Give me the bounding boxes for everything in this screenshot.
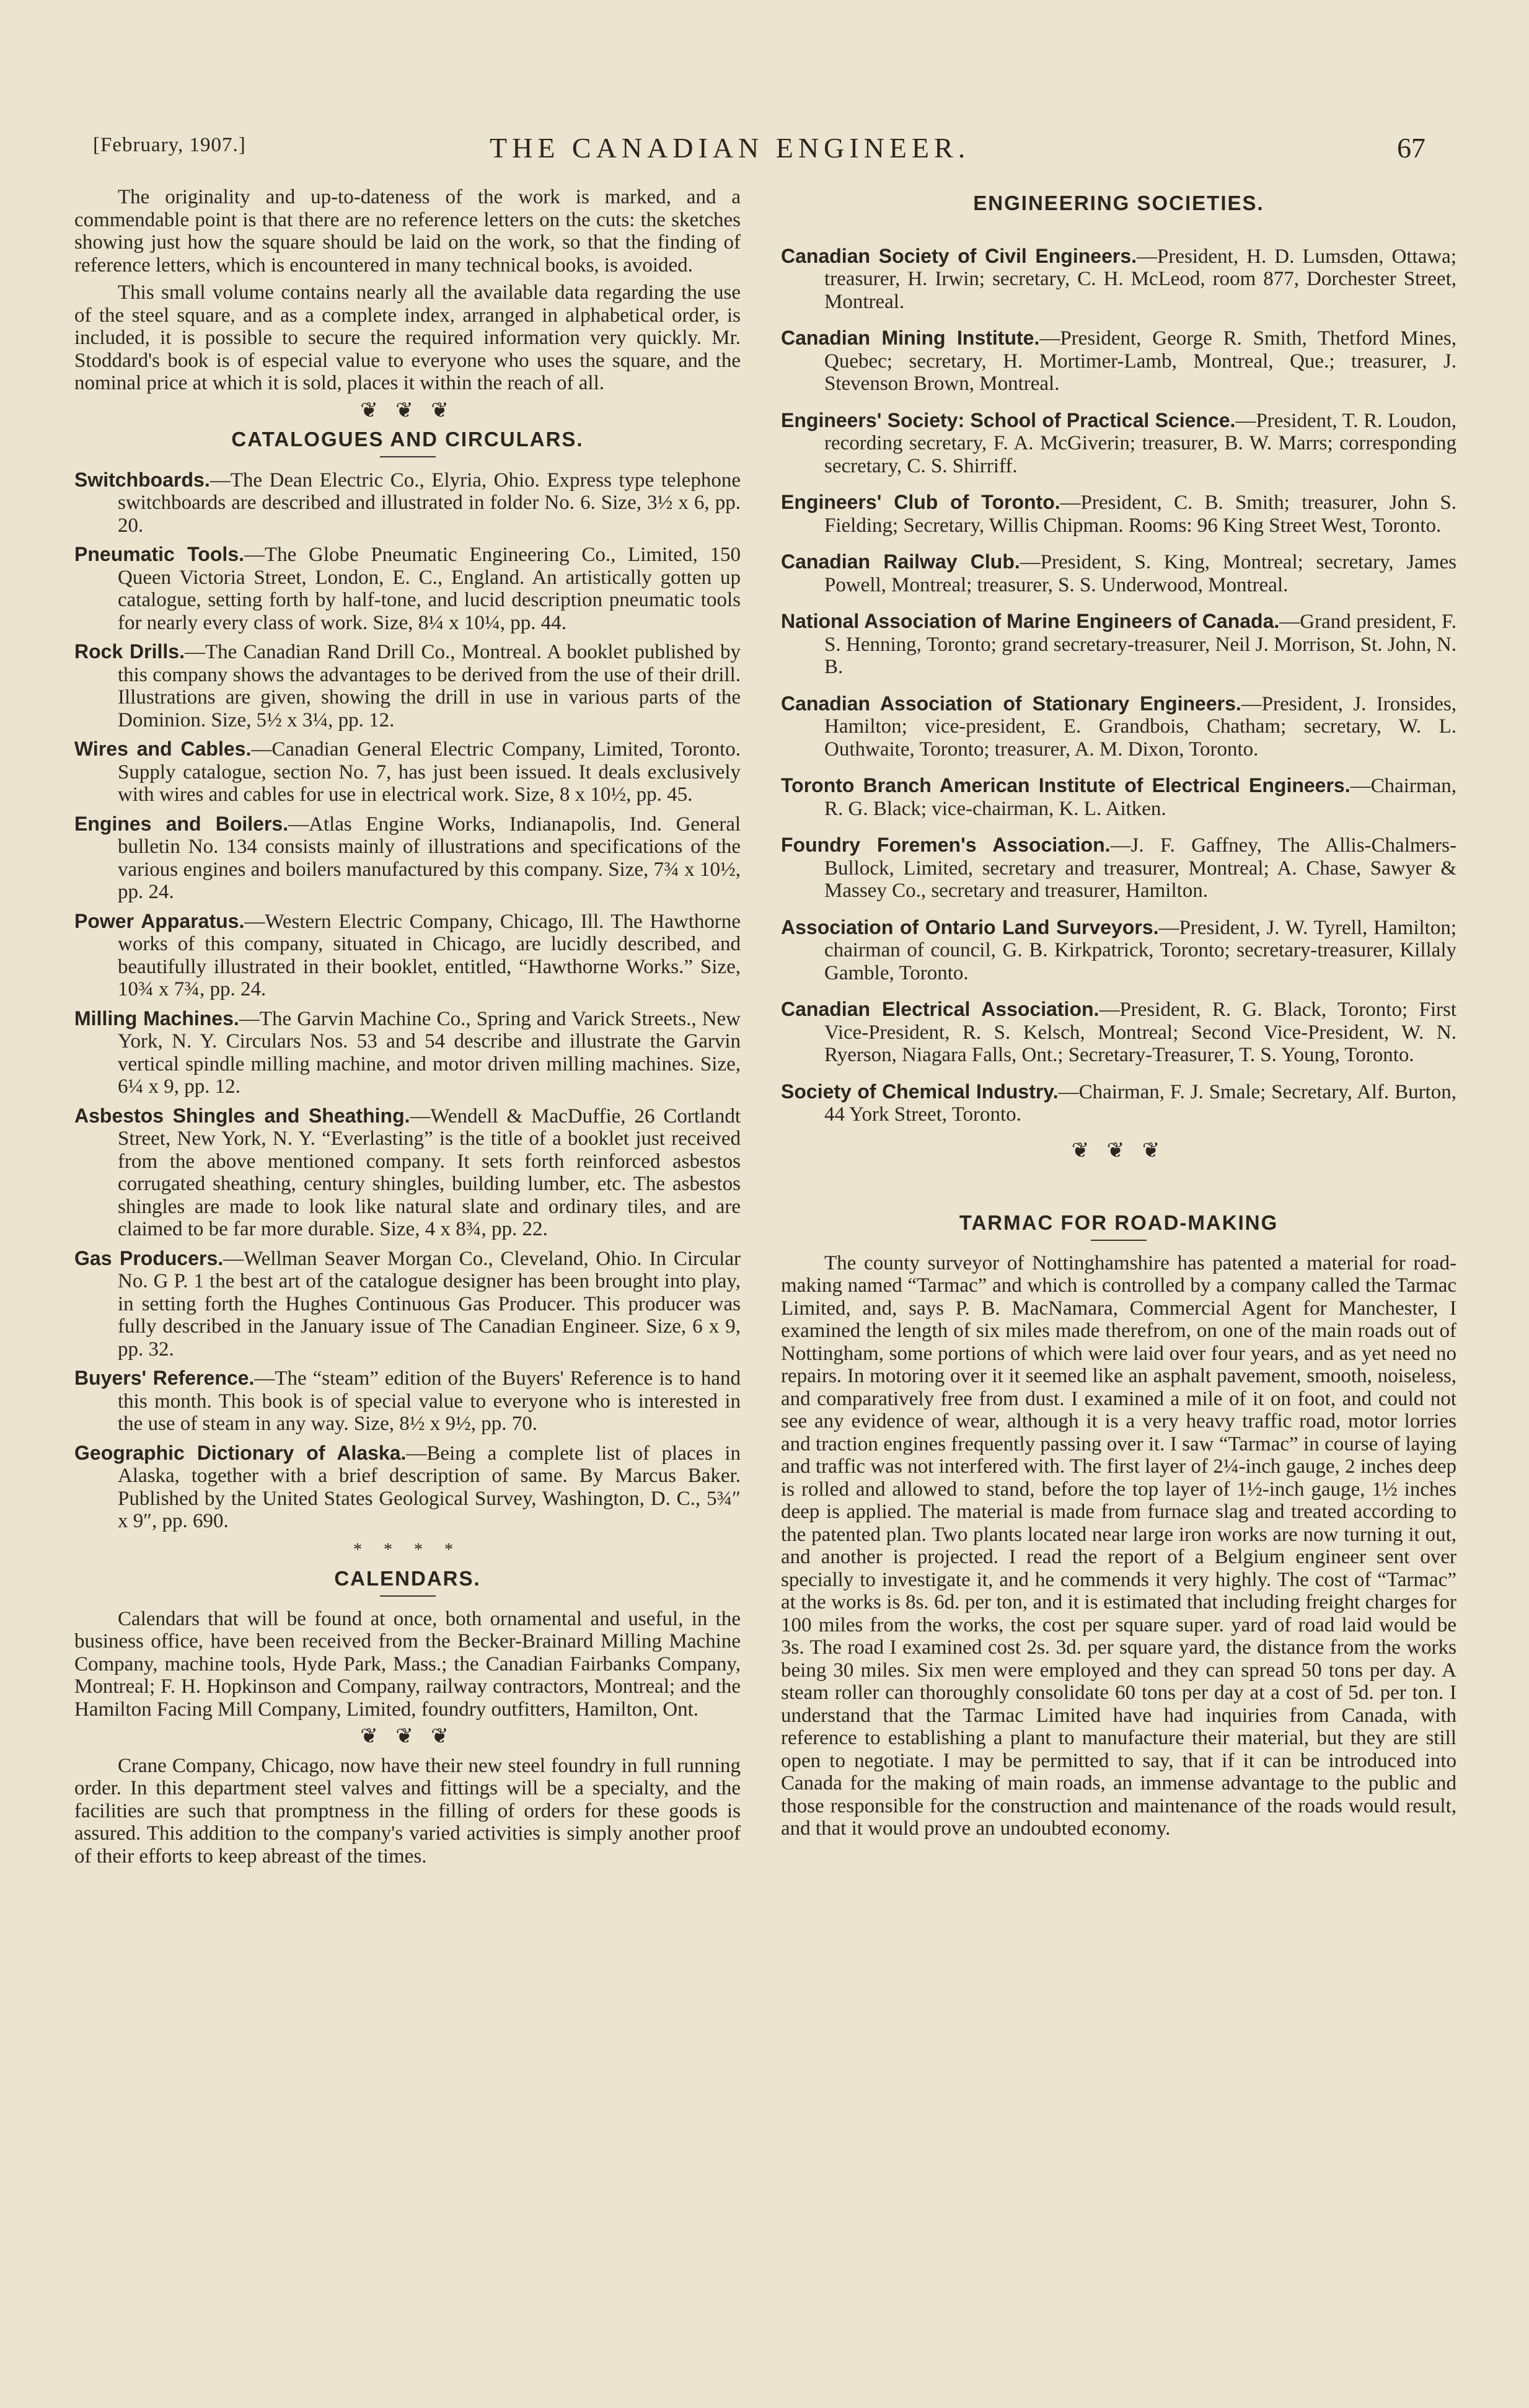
intro-paragraph: This small volume contains nearly all the available data regarding the use of the steel square, and as a complete index, arranged in alphabetical order, is included, it is possible to secure the required information very quickly. Mr. Stoddard's book is of especial value to everyone who uses the square, and the nominal price at which it is sold, places it within the reach of all. <box>74 281 741 394</box>
society-entry <box>781 916 1456 985</box>
entry-text: —President, R. G. Black, Toronto; First Vice-President, R. S. Kelsch, Montreal; Second Vice-President, W. N. Ryerson, Niagara Falls, Ont.; Secretary-Treasurer, T. S. Young, Toronto. <box>824 999 1456 1066</box>
catalogue-entry <box>74 1367 741 1436</box>
heading-rule <box>380 1595 436 1597</box>
entry-text: —President, J. W. Tyrell, Hamilton; chairman of council, G. B. Kirkpatrick, Toronto; secretary-treasurer, Killaly Gamble, Toronto. <box>824 916 1457 984</box>
entry-text: —Wellman Seaver Morgan Co., Cleveland, Ohio. In Circular No. G P. 1 the best art of the catalogue designer has been brought into play, in setting forth the Hughes Continuous Gas Producer. This producer was fully described in the January issue of The Canadian Engineer. Size, 6 x 9, pp. 32. <box>118 1247 741 1361</box>
catalogue-entry <box>74 1105 741 1241</box>
intro-paragraph: The originality and up-to-dateness of the work is marked, and a commendable point is that there are no reference letters on the cuts: the sketches showing just how the square should be laid on the work, so that the finding of reference letters, which is encountered in many technical books, is avoided. <box>74 186 741 276</box>
entry-text: —The Dean Electric Co., Elyria, Ohio. Express type telephone switchboards are described and illustrated in folder No. 6. Size, 3½ x 6, pp. 20. <box>118 469 741 537</box>
entry-title: Pneumatic Tools. <box>74 543 245 565</box>
society-entry <box>781 834 1456 902</box>
societies-heading: ENGINEERING SOCIETIES. <box>973 192 1264 214</box>
society-entry <box>781 409 1456 478</box>
ornament-divider: ❦ ❦ ❦ <box>360 399 455 422</box>
entry-title: Geographic Dictionary of Alaska. <box>74 1441 407 1464</box>
issue-date: [February, 1907.] <box>93 134 246 156</box>
entry-title: Society of Chemical Industry. <box>781 1080 1059 1103</box>
heading-rule <box>1091 1240 1147 1241</box>
catalogue-entry <box>74 813 741 904</box>
entry-title: Rock Drills. <box>74 640 185 663</box>
entry-text: —The Globe Pneumatic Engineering Co., Limited, 150 Queen Victoria Street, London, E. C., England. An artistically gotten up catalogue, setting forth by half-tone, and lucid description pneumatic tools for nearly every class of work. Size, 8¼ x 10¼, pp. 44. <box>118 544 741 634</box>
entry-text: —The “steam” edition of the Buyers' Reference is to hand this month. This book is of special value to everyone who is interested in the use of steam in any way. Size, 8½ x 9½, pp. 70. <box>118 1367 741 1435</box>
calendars-paragraph: Calendars that will be found at once, both ornamental and useful, in the business office, have been received from the Becker-Brainard Milling Machine Company, machine tools, Hyde Park, Mass.; the Canadian Fairbanks Company, Montreal; F. H. Hopkinson and Company, railway contractors, Montreal; and the Hamilton Facing Mill Company, Limited, foundry outfitters, Hamilton, Ont. <box>74 1607 741 1721</box>
entry-title: Asbestos Shingles and Sheathing. <box>74 1104 410 1127</box>
heading-rule <box>380 456 436 457</box>
catalogue-entry <box>74 738 741 806</box>
entry-text: —President, S. King, Montreal; secretary, James Powell, Montreal; treasurer, S. S. Underwood, Montreal. <box>824 551 1456 596</box>
entry-text: —Chairman, R. G. Black; vice-chairman, K. L. Aitken. <box>824 775 1456 820</box>
society-entry <box>781 774 1456 820</box>
entry-title: Buyers' Reference. <box>74 1367 255 1389</box>
society-entry <box>781 692 1456 761</box>
entry-title: Canadian Railway Club. <box>781 550 1020 573</box>
society-entry <box>781 1080 1456 1126</box>
society-entry <box>781 491 1456 537</box>
catalogue-entry <box>74 910 741 1001</box>
entry-text: —President, J. Ironsides, Hamilton; vice-president, E. Grandbois, Chatham; secretary, W. L. Outhwaite, Toronto; treasurer, A. M. Dixon, Toronto. <box>824 692 1456 761</box>
entry-title: Toronto Branch American Institute of Electrical Engineers. <box>781 774 1351 796</box>
ornament-divider: ❦ ❦ ❦ <box>1071 1139 1166 1162</box>
entry-text: —Being a complete list of places in Alaska, together with a brief description of same. By Marcus Baker. Published by the United States Geological Survey, Washington, D. C., 5¾″ x 9″, pp. 690. <box>118 1442 741 1532</box>
entry-title: Engines and Boilers. <box>74 812 289 835</box>
left-column <box>74 186 741 1872</box>
catalogue-entry <box>74 543 741 634</box>
entry-text: —President, George R. Smith, Thetford Mines, Quebec; secretary, H. Mortimer-Lamb, Montreal, Que.; treasurer, J. Stevenson Brown, Montreal. <box>824 327 1457 395</box>
entry-title: Foundry Foremen's Association. <box>781 834 1111 856</box>
society-entry <box>781 245 1456 314</box>
calendars-heading: CALENDARS. <box>334 1567 481 1590</box>
entry-title: Canadian Association of Stationary Engineers. <box>781 692 1241 715</box>
entry-text: —Grand president, F. S. Henning, Toronto; grand secretary-treasurer, Neil J. Morrison, St. John, N. B. <box>824 611 1457 678</box>
entry-text: —Wendell & MacDuffie, 26 Cortlandt Street, New York, N. Y. “Everlasting” is the title of a booklet just received from the above mentioned company. It sets forth reinforced asbestos corrugated sheathing, century shingles, building lumber, etc. The asbestos shingles are made to look like natural slate and ordinary tiles, and are claimed to be far more durable. Size, 4 x 8¾, pp. 22. <box>118 1105 741 1240</box>
entry-title: Canadian Electrical Association. <box>781 998 1099 1020</box>
catalogue-entry <box>74 1007 741 1098</box>
society-entry <box>781 610 1456 679</box>
magazine-title: THE CANADIAN ENGINEER. <box>490 132 971 164</box>
entry-text: —Chairman, F. J. Smale; Secretary, Alf. Burton, 44 York Street, Toronto. <box>824 1080 1457 1126</box>
entry-title: Canadian Mining Institute. <box>781 327 1040 349</box>
stars-divider: * * * * <box>353 1540 462 1559</box>
catalogues-heading: CATALOGUES AND CIRCULARS. <box>231 428 584 451</box>
right-column <box>781 186 1456 1845</box>
entry-text: —President, C. B. Smith; treasurer, John S. Fielding; Secretary, Willis Chipman. Rooms: 96 King Street West, Toronto. <box>824 492 1456 537</box>
entry-title: Power Apparatus. <box>74 909 245 932</box>
tarmac-paragraph: The county surveyor of Nottinghamshire has patented a material for road-making named “Tarmac” and which is controlled by a company called the Tarmac Limited, and, says P. B. MacNamara, Commercial Agent for Manchester, I examined the length of six miles made therefrom, on one of the main roads out of Nottingham, some portions of which were laid over four years, and as yet need no repairs. In motoring over it it seemed like an asphalt pavement, smooth, noiseless, and comparatively free from dust. I examined a mile of it on foot, and could not see any evidence of wear, although it is a very heavy traffic road, motor lorries and traction engines frequently passing over it. I saw “Tarmac” in course of laying and traffic was not interfered with. The first layer of 2¼-inch gauge, 2 inches deep is rolled and allowed to stand, before the top layer of 1½-inch gauge, 1½ inches deep is applied. The material is made from furnace slag and treated according to the patented plan. Two plants located near large iron works are now turning it out, and another is projected. I read the report of a Belgium engineer sent over specially to investigate it, and he commends it very highly. The cost of “Tarmac” at the works is 8s. 6d. per ton, and it is estimated that including freight charges for 100 miles from the works, the cost per square super. yard of road laid would be 3s. The road I examined cost 2s. 3d. per square yard, the distance from the works being 30 miles. Six men were employed and they can spread 50 tons per day. A steam roller can thoroughly consolidate 60 tons per day at a cost of 5d. per ton. I understand that the Tarmac Limited have had inquiries from Canada, with reference to establishing a plant to manufacture their material, but they are still open to negotiate. I may be permitted to say, that if it can be introduced into Canada for the making of main roads, an immense advantage to the public and those responsible for the construction and maintenance of the roads would result, and that it would prove an undoubted economy. <box>781 1251 1456 1840</box>
entry-text: —President, H. D. Lumsden, Ottawa; treasurer, H. Irwin; secretary, C. H. McLeod, room 877, Dorchester Street, Montreal. <box>824 245 1456 313</box>
entry-text: —Canadian General Electric Company, Limited, Toronto. Supply catalogue, section No. 7, has just been issued. It deals exclusively with wires and cables for use in electrical work. Size, 8 x 10½, pp. 45. <box>118 738 741 806</box>
entry-title: Canadian Society of Civil Engineers. <box>781 244 1137 267</box>
entry-title: Association of Ontario Land Surveyors. <box>781 915 1159 938</box>
entry-title: National Association of Marine Engineers of Canada. <box>781 610 1280 632</box>
crane-paragraph: Crane Company, Chicago, now have their new steel foundry in full running order. In this department steel valves and fittings will be a specialty, and the facilities are such that promptness in the filling of orders for these goods is assured. This addition to the company's varied activities is simply another proof of their efforts to keep abreast of the times. <box>74 1754 741 1868</box>
tarmac-heading: TARMAC FOR ROAD-MAKING <box>959 1211 1279 1234</box>
page-header <box>93 131 1425 181</box>
entry-text: —The Canadian Rand Drill Co., Montreal. A booklet published by this company shows the advantages to be derived from the use of their drill. Illustrations are given, showing the drill in use in various parts of the Dominion. Size, 5½ x 3¼, pp. 12. <box>118 641 741 731</box>
catalogue-entry <box>74 469 741 537</box>
entry-title: Wires and Cables. <box>74 738 252 760</box>
page-number: 67 <box>1397 132 1425 164</box>
society-entry <box>781 327 1456 395</box>
entry-text: —J. F. Gaffney, The Allis-Chalmers-Bullock, Limited, secretary and treasurer, Montreal; A. Chase, Sawyer & Massey Co., secretary and treasurer, Hamilton. <box>824 834 1456 902</box>
entry-text: —Western Electric Company, Chicago, Ill. The Hawthorne works of this company, situated in Chicago, are lucidly described, and beautifully illustrated in their booklet, entitled, “Hawthorne Works.” Size, 10¾ x 7¾, pp. 24. <box>118 910 741 1000</box>
society-entry <box>781 998 1456 1067</box>
entry-title: Gas Producers. <box>74 1246 224 1269</box>
ornament-divider: ❦ ❦ ❦ <box>360 1725 455 1748</box>
entry-title: Engineers' Club of Toronto. <box>781 491 1060 513</box>
entry-title: Engineers' Society: School of Practical Science. <box>781 408 1236 431</box>
catalogue-entry <box>74 640 741 731</box>
entry-text: —President, T. R. Loudon, recording secretary, F. A. McGiverin; treasurer, B. W. Marrs; corresponding secretary, C. S. Shirriff. <box>824 409 1456 477</box>
entry-text: —The Garvin Machine Co., Spring and Varick Streets., New York, N. Y. Circulars Nos. 53 and 54 describe and illustrate the Garvin vertical spindle milling machine, and motor driven milling machines. Size, 6¼ x 9, pp. 12. <box>118 1007 741 1098</box>
catalogue-entry <box>74 1247 741 1361</box>
entry-title: Switchboards. <box>74 468 210 491</box>
entry-text: —Atlas Engine Works, Indianapolis, Ind. General bulletin No. 134 consists mainly of illustrations and specifications of the various engines and boilers manufactured by this company. Size, 7¾ x 10½, pp. 24. <box>118 813 741 903</box>
society-entry <box>781 550 1456 596</box>
entry-title: Milling Machines. <box>74 1007 239 1030</box>
catalogue-entry <box>74 1442 741 1533</box>
